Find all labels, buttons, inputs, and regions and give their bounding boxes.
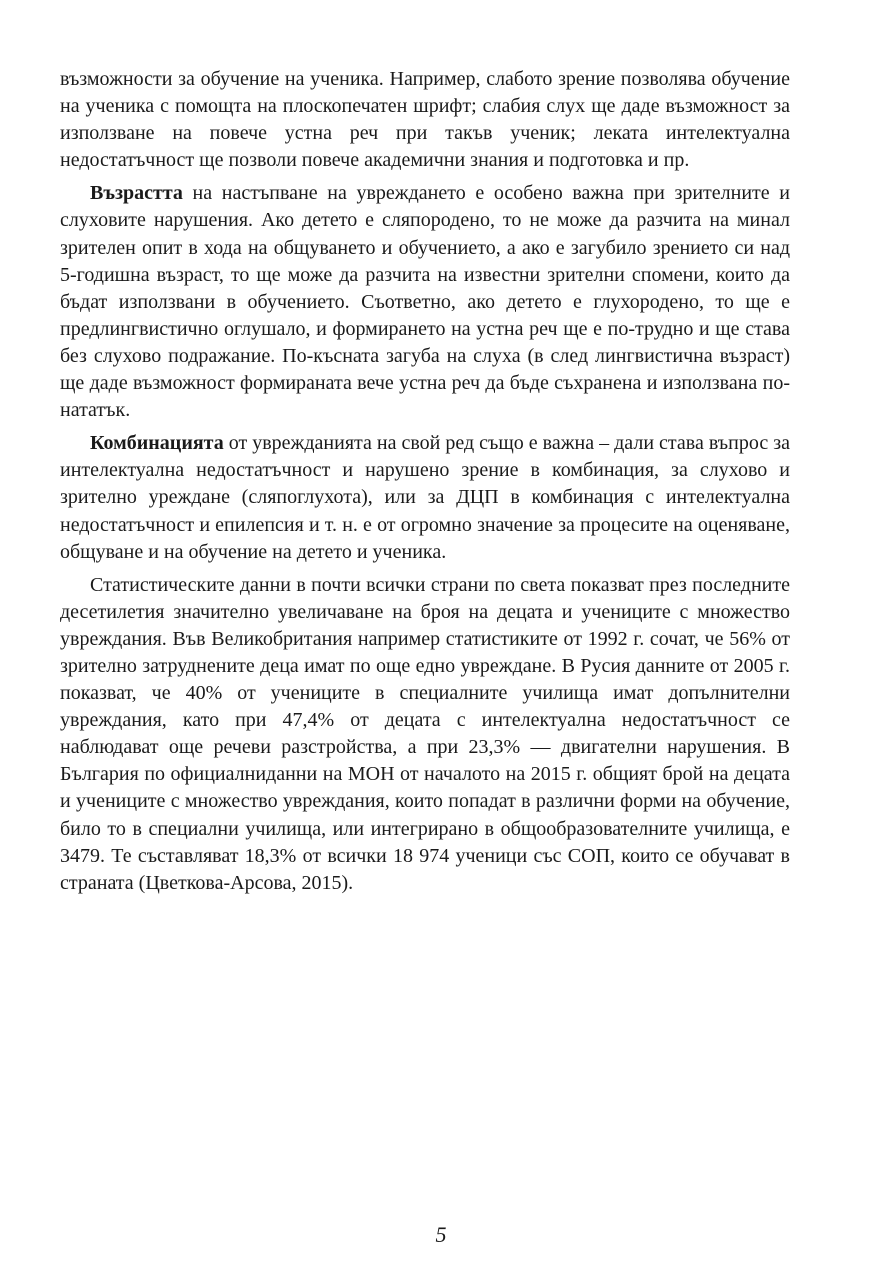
paragraph-3-term: Комбинацията	[90, 432, 224, 455]
paragraph-2-term: Възрастта	[90, 182, 183, 205]
paragraph-3-text: от уврежданията на свой ред също е важна – дали става въпрос за интелектуална недостатъчност и нарушено зрение в комбинация, за слухово и зрително уреждане (сляпоглухота), или за ДЦП в комбинация с интелектуална недостатъчност и епилепсия и т. н. е от огромно значение за процесите на оценяване, общуване и на обучение на детето и ученика.	[60, 432, 790, 563]
paragraph-1	[60, 66, 790, 174]
paragraph-1-text: възможности за обучение на ученика. Например, слабото зрение позволява обучение на ученика с помощта на плоскопечатен шрифт; слабия слух ще даде възможност за използване на повече устна реч при такъв ученик; леката интелектуална недостатъчност ще позволи повече академични знания и подготовка и пр.	[60, 68, 790, 172]
paragraph-2	[60, 180, 790, 424]
paragraph-4	[60, 572, 790, 897]
paragraph-2-text: на настъпване на увреждането е особено важна при зрителните и слуховите нарушения. Ако детето е сляпородено, то не може да разчита на минал зрителен опит в хода на общуването и обучението, а ако е загубило зрението си над 5-годишна възраст, то ще може да разчита на известни зрителни спомени, които да бъдат използвани в обучението. Съответно, ако детето е глухородено, то ще е предлингвистично оглушало, и формирането на устна реч ще е по-трудно и ще става без слухово подражание. По-късната загуба на слуха (в след лингвистична възраст) ще даде възможност формираната вече устна реч да бъде съхранена и използвана по-нататък.	[60, 182, 790, 422]
page-body	[60, 66, 790, 903]
paragraph-4-text: Статистическите данни в почти всички страни по света показват през последните десетилетия значително увеличаване на броя на децата и учениците с множество увреждания. Във Великобритания например статистиките от 1992 г. сочат, че 56% от зрително затруднените деца имат по още едно увреждане. В Русия данните от 2005 г. показват, че 40% от учениците в специалните училища имат допълнителни увреждания, като при 47,4% от децата с интелектуална недостатъчност се наблюдават още речеви разстройства, а при 23,3% — двигателни нарушения. В България по официалниданни на МОН от началото на 2015 г. общият брой на децата и учениците с множество увреждания, които попадат в различни форми на обучение, било то в специални училища, или интегрирано в общообразователните училища, е 3479. Те съставляват 18,3% от всички 18 974 ученици със СОП, които се обучават в страната (Цветкова-Арсова, 2015).	[60, 573, 790, 894]
paragraph-3	[60, 430, 790, 565]
page-number: 5	[435, 1222, 447, 1247]
